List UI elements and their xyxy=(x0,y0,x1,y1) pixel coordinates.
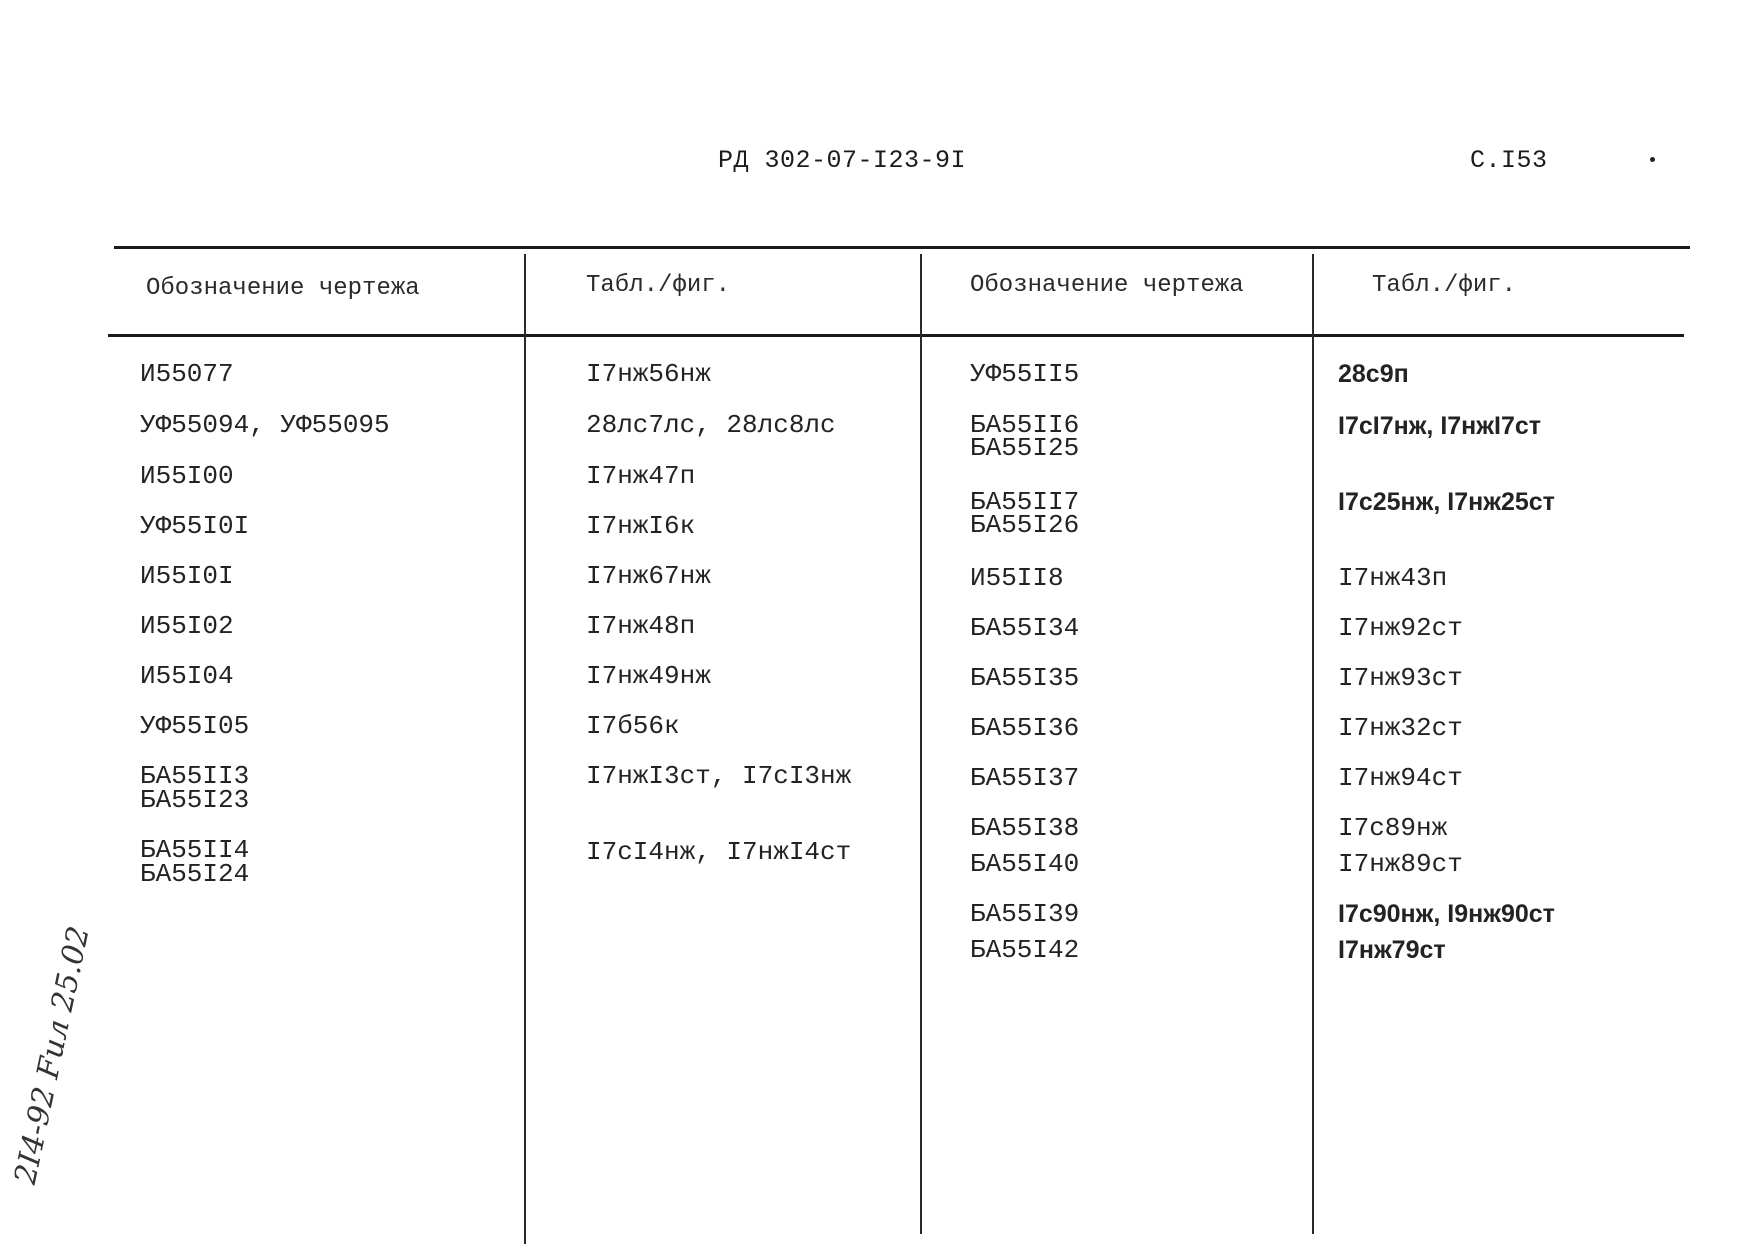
designation-cell: И55I00 xyxy=(140,461,234,491)
figure-cell: I7cI4нж, I7нжI4ст xyxy=(586,837,852,867)
designation-cell: УФ55I0I xyxy=(140,511,250,541)
designation-cell: И55I02 xyxy=(140,611,234,641)
designation-cell: И55I0I xyxy=(140,561,234,591)
designation-cell: БА55I37 xyxy=(970,763,1080,793)
figure-cell: I7сI7нж, I7нжI7ст xyxy=(1338,412,1541,440)
figure-cell: I7нж92ст xyxy=(1338,613,1463,643)
page-number: С.I53 xyxy=(1470,146,1548,175)
column-header-designation-1: Обозначение чертежа xyxy=(146,275,420,302)
figure-cell: I7нж94ст xyxy=(1338,763,1463,793)
designation-cell: УФ55II5 xyxy=(970,359,1080,389)
figure-cell: 28лс7лс, 28лс8лс xyxy=(586,410,836,440)
figure-cell: I7с89нж xyxy=(1338,813,1448,843)
column-divider-2 xyxy=(920,254,922,1234)
table-header-rule xyxy=(108,334,1684,337)
designation-cell: БА55I39 xyxy=(970,899,1080,929)
handwritten-margin-note: 2I4-92 Fuл 25.02 xyxy=(8,923,97,1188)
designation-cell: БА55I26 xyxy=(970,510,1080,540)
figure-cell: I7нж93ст xyxy=(1338,663,1463,693)
table-top-rule xyxy=(114,246,1690,249)
designation-cell: БА55I38 xyxy=(970,813,1080,843)
designation-cell: УФ55I05 xyxy=(140,711,250,741)
figure-cell: I7б56к xyxy=(586,711,680,741)
figure-cell: I7с25нж, I7нж25ст xyxy=(1338,488,1555,516)
document-code: РД 302-07-I23-9I xyxy=(718,146,967,175)
column-header-designation-2: Обозначение чертежа xyxy=(970,272,1244,299)
column-divider-1 xyxy=(524,254,526,1244)
designation-cell: БА55I40 xyxy=(970,849,1080,879)
figure-cell: 28с9п xyxy=(1338,360,1409,388)
designation-cell: И55II8 xyxy=(970,563,1064,593)
figure-cell: I7нжI6к xyxy=(586,511,696,541)
figure-cell: I7нж79ст xyxy=(1338,936,1446,964)
figure-cell: I7нж56нж xyxy=(586,359,711,389)
column-divider-3 xyxy=(1312,254,1314,1234)
figure-cell: I7нж32ст xyxy=(1338,713,1463,743)
figure-cell: I7нжI3ст, I7cI3нж xyxy=(586,761,852,791)
designation-cell: БА55I35 xyxy=(970,663,1080,693)
figure-cell: I7нж47п xyxy=(586,461,696,491)
column-header-figure-2: Табл./фиг. xyxy=(1372,272,1517,299)
designation-cell: И55077 xyxy=(140,359,234,389)
designation-cell: БА55I23 xyxy=(140,785,250,815)
designation-cell: БА55II7 xyxy=(970,487,1080,517)
figure-cell: I7нж43п xyxy=(1338,563,1448,593)
designation-cell: БА55I24 xyxy=(140,859,250,889)
designation-cell: БА55II6 xyxy=(970,410,1080,440)
figure-cell: I7нж48п xyxy=(586,611,696,641)
figure-cell: I7нж67нж xyxy=(586,561,711,591)
designation-cell: УФ55094, УФ55095 xyxy=(140,410,390,440)
page-dot xyxy=(1650,157,1655,162)
figure-cell: I7нж89ст xyxy=(1338,849,1463,879)
designation-cell: БА55II3 xyxy=(140,761,250,791)
designation-cell: БА55II4 xyxy=(140,835,250,865)
designation-cell: БА55I36 xyxy=(970,713,1080,743)
designation-cell: БА55I34 xyxy=(970,613,1080,643)
designation-cell: БА55I25 xyxy=(970,433,1080,463)
designation-cell: И55I04 xyxy=(140,661,234,691)
figure-cell: I7нж49нж xyxy=(586,661,711,691)
figure-cell: I7с90нж, I9нж90ст xyxy=(1338,900,1555,928)
designation-cell: БА55I42 xyxy=(970,935,1080,965)
column-header-figure-1: Табл./фиг. xyxy=(586,272,731,299)
